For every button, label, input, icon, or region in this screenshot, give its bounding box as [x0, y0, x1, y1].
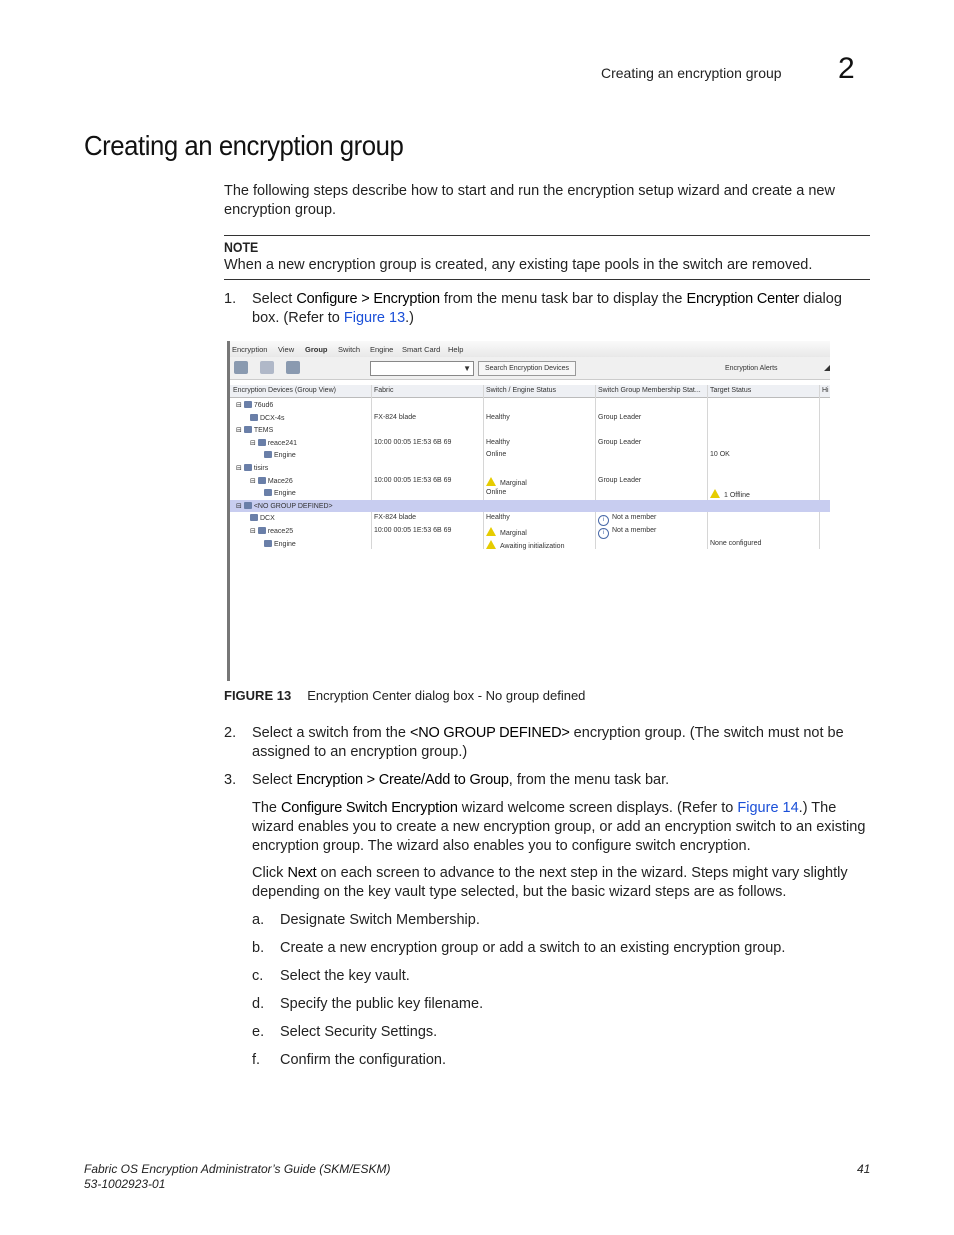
cell-text: Group Leader	[598, 438, 642, 446]
text-span: from the menu task bar to display the	[439, 291, 687, 307]
menu-encryption[interactable]: Encryption	[232, 345, 268, 354]
status-cell	[486, 514, 510, 521]
note-label: NOTE	[224, 239, 259, 255]
device-name: DCX-4s	[260, 414, 285, 422]
cell-text: Not a member	[612, 514, 657, 522]
table-row[interactable]	[230, 475, 830, 487]
table-row[interactable]	[230, 412, 830, 424]
cell-text: Marginal	[500, 530, 527, 537]
text-span: Select	[252, 291, 297, 307]
device-select[interactable]	[370, 361, 474, 376]
fabric-cell	[374, 439, 451, 446]
note-box	[224, 235, 870, 280]
device-name-cell	[250, 527, 293, 535]
device-name: reace241	[267, 439, 298, 447]
cell-text: Group Leader	[598, 476, 642, 484]
menu-smart-card[interactable]: Smart Card	[402, 345, 441, 354]
tree-toggle-icon[interactable]: ⊟	[236, 502, 244, 510]
status-cell	[486, 439, 510, 446]
substep-text: Designate Switch Membership.	[280, 912, 480, 928]
wizard-paragraph	[252, 799, 870, 856]
device-name-cell	[250, 514, 275, 522]
device-icon	[258, 527, 266, 534]
status-cell	[486, 527, 527, 537]
text-span: encryption group. (The switch must not be assigned to an encryption group.)	[252, 725, 844, 760]
table-row[interactable]	[230, 462, 830, 474]
device-name: Engine	[274, 452, 296, 460]
chapter-number: 2	[838, 52, 855, 85]
device-name-cell	[264, 451, 296, 459]
substep-text: Create a new encryption group or add a switch to an existing encryption group.	[280, 940, 786, 956]
menu-bar	[230, 341, 830, 358]
figure-caption-text: Encryption Center dialog box - No group defined	[307, 688, 586, 703]
device-name-cell	[250, 439, 297, 447]
refresh-icon[interactable]	[286, 361, 300, 374]
text-span: .)	[405, 310, 414, 326]
substep-letter: f.	[252, 1052, 261, 1068]
substep-text: Confirm the configuration.	[280, 1052, 447, 1068]
device-name: DCX	[260, 515, 275, 523]
device-icon	[264, 540, 272, 547]
table-row[interactable]	[230, 512, 830, 524]
target-status-cell	[710, 540, 761, 547]
cell-text: 10 OK	[710, 451, 730, 459]
device-icon	[250, 514, 258, 521]
next-paragraph	[252, 864, 870, 902]
info-icon: i	[598, 528, 609, 539]
substep-text: Select Security Settings.	[280, 1024, 438, 1040]
cell-text: FX-824 blade	[374, 413, 417, 421]
menu-engine[interactable]: Engine	[370, 345, 394, 354]
footer-guide-title: Fabric OS Encryption Administrator’s Guide (SKM/ESKM)	[84, 1162, 391, 1176]
fabric-cell	[374, 414, 416, 421]
device-name-cell	[250, 414, 285, 422]
device-name: TEMS	[253, 427, 274, 435]
substep-letter: d.	[252, 996, 265, 1012]
column-header[interactable]: Switch Group Membership Stat...	[598, 387, 701, 394]
device-name-cell	[264, 540, 296, 548]
substep-text: Select the key vault.	[280, 968, 410, 984]
step-2-text	[252, 724, 872, 762]
table-header	[230, 385, 830, 398]
document-icon[interactable]	[260, 361, 274, 374]
cell-text: Healthy	[486, 413, 510, 421]
substep-letter: b.	[252, 940, 265, 956]
device-name-cell	[236, 426, 273, 434]
cell-text: 10:00 00:05 1E:53 6B 69	[374, 476, 452, 484]
device-icon	[258, 477, 266, 484]
cell-text: 10:00 00:05 1E:53 6B 69	[374, 438, 452, 446]
page-title: Creating an encryption group	[84, 130, 404, 161]
tree-toggle-icon[interactable]: ⊟	[250, 477, 258, 485]
device-icon	[264, 451, 272, 458]
device-icon	[264, 489, 272, 496]
substep-letter: c.	[252, 968, 264, 984]
menu-path: Encryption > Create/Add to Group	[296, 772, 509, 788]
table-row[interactable]	[230, 437, 830, 449]
step-1-text	[252, 290, 872, 328]
text-span: Click	[252, 865, 288, 881]
cell-text: Healthy	[486, 514, 510, 522]
target-status-cell	[710, 489, 750, 499]
chevron-down-icon: ▼	[463, 364, 471, 373]
column-header[interactable]: Fabric	[374, 387, 394, 394]
device-name: tisirs	[253, 465, 269, 472]
table-row[interactable]	[230, 449, 830, 461]
table-row[interactable]	[230, 500, 830, 512]
cell-text: Online	[486, 489, 507, 497]
footer-doc-number: 53-1002923-01	[84, 1177, 166, 1191]
cell-text: 10:00 00:05 1E:53 6B 69	[374, 527, 452, 534]
menu-path: Configure > Encryption	[296, 291, 440, 307]
cell-text: Not a member	[612, 527, 657, 534]
device-icon	[244, 464, 252, 471]
text-span: dialog box. (Refer to	[252, 291, 842, 326]
column-header[interactable]: Encryption Devices (Group View)	[233, 387, 336, 394]
text-span: wizard welcome screen displays. (Refer to	[457, 800, 738, 816]
warning-icon	[486, 477, 496, 486]
encryption-center-screenshot	[227, 341, 830, 681]
device-name-cell	[236, 464, 268, 472]
text-span: .) The wizard enables you to create a new encryption group, or add an encryption switch to an existing encryption group. The wizard also enables you to configure switch encryption.	[252, 800, 866, 854]
cell-text: Healthy	[486, 438, 510, 446]
status-cell	[486, 477, 527, 487]
table-row[interactable]	[230, 525, 830, 537]
step-number: 3.	[224, 772, 237, 788]
page-number: 41	[857, 1162, 871, 1176]
tree-toggle-icon[interactable]: ⊟	[236, 402, 244, 409]
menu-switch[interactable]: Switch	[338, 345, 361, 354]
membership-cell	[598, 414, 641, 421]
text-span: Select a switch from the	[252, 725, 410, 741]
table-row[interactable]	[230, 538, 830, 550]
table-row[interactable]	[230, 424, 830, 436]
encryption-alerts-label[interactable]: Encryption Alerts	[725, 365, 778, 372]
device-icon	[258, 439, 266, 446]
figure-caption	[224, 688, 585, 703]
text-span: on each screen to advance to the next step in the wizard. Steps might vary slightly depending on the key vault type selected, but the basic wizard steps are as follows.	[252, 865, 848, 900]
toolbar	[230, 357, 830, 380]
fabric-cell	[374, 477, 451, 484]
next-label: Next	[287, 865, 317, 881]
device-icon	[250, 414, 258, 421]
device-icon	[244, 401, 252, 408]
column-header[interactable]: Switch / Engine Status	[486, 387, 557, 394]
lock-icon[interactable]	[234, 361, 248, 374]
warning-icon	[710, 489, 720, 498]
cell-text: Online	[486, 451, 507, 459]
dialog-name: Encryption Center	[686, 291, 800, 307]
device-name: reace25	[267, 528, 294, 535]
warning-icon	[486, 527, 496, 536]
footer-left	[84, 1162, 391, 1192]
membership-cell	[598, 439, 641, 446]
device-name: <NO GROUP DEFINED>	[253, 502, 333, 510]
tree-toggle-icon[interactable]: ⊟	[236, 465, 244, 472]
membership-cell	[598, 477, 641, 484]
step-number: 1.	[224, 291, 237, 307]
table-row[interactable]	[230, 399, 830, 411]
step-3-text	[252, 771, 872, 790]
step-number: 2.	[224, 725, 237, 741]
column-header[interactable]: Target Status	[710, 387, 752, 394]
warning-icon	[486, 540, 496, 549]
menu-view[interactable]: View	[278, 345, 295, 354]
tree-toggle-icon[interactable]: ⊟	[236, 427, 244, 435]
fabric-cell	[374, 514, 416, 521]
text-span: The	[252, 800, 282, 816]
substep-letter: e.	[252, 1024, 265, 1040]
text-span: , from the menu task bar.	[508, 772, 670, 788]
device-name-cell	[250, 477, 293, 485]
substep-text: Specify the public key filename.	[280, 996, 484, 1012]
figure-label: FIGURE 13	[224, 688, 292, 703]
cell-text: Awaiting initialization	[500, 542, 565, 550]
info-icon: i	[598, 515, 609, 526]
text-span: Select	[252, 772, 297, 788]
figure-14-link[interactable]: Figure 14	[737, 800, 799, 816]
cell-text: 1 Offline	[724, 492, 750, 500]
fabric-cell	[374, 527, 451, 534]
substep-letter: a.	[252, 912, 265, 928]
status-cell	[486, 489, 506, 496]
cell-text: Group Leader	[598, 413, 642, 421]
group-name: <NO GROUP DEFINED>	[409, 725, 570, 741]
status-cell	[486, 414, 510, 421]
figure-13-link[interactable]: Figure 13	[343, 310, 406, 326]
wizard-name: Configure Switch Encryption	[281, 800, 458, 816]
device-name: Engine	[274, 540, 296, 548]
device-name: Mace26	[267, 477, 293, 485]
device-icon	[244, 502, 252, 509]
cell-text: Marginal	[500, 479, 527, 487]
alert-icon[interactable]: ◢	[824, 363, 830, 372]
device-name: 76ud6	[253, 402, 274, 409]
tree-toggle-icon[interactable]: ⊟	[250, 439, 258, 447]
target-status-cell	[710, 451, 730, 458]
menu-group[interactable]: Group	[305, 345, 328, 354]
note-text: When a new encryption group is created, any existing tape pools in the switch are removed.	[224, 257, 813, 273]
table-row[interactable]	[230, 487, 830, 499]
device-name-cell	[236, 401, 273, 409]
running-header-title: Creating an encryption group	[601, 65, 782, 81]
cell-text: None configured	[710, 539, 762, 547]
status-cell	[486, 451, 506, 458]
device-name: Engine	[274, 490, 296, 498]
menu-help[interactable]: Help	[448, 345, 464, 354]
device-icon	[244, 426, 252, 433]
cell-text: FX-824 blade	[374, 514, 417, 522]
column-header[interactable]: Hi	[822, 387, 829, 394]
device-name-cell	[236, 502, 333, 510]
intro-paragraph: The following steps describe how to start and run the encryption setup wizard and create a new encryption group.	[224, 183, 835, 218]
device-name-cell	[264, 489, 296, 497]
search-devices-button[interactable]: Search Encryption Devices	[478, 361, 576, 376]
status-cell	[486, 540, 564, 550]
tree-toggle-icon[interactable]: ⊟	[250, 528, 258, 535]
